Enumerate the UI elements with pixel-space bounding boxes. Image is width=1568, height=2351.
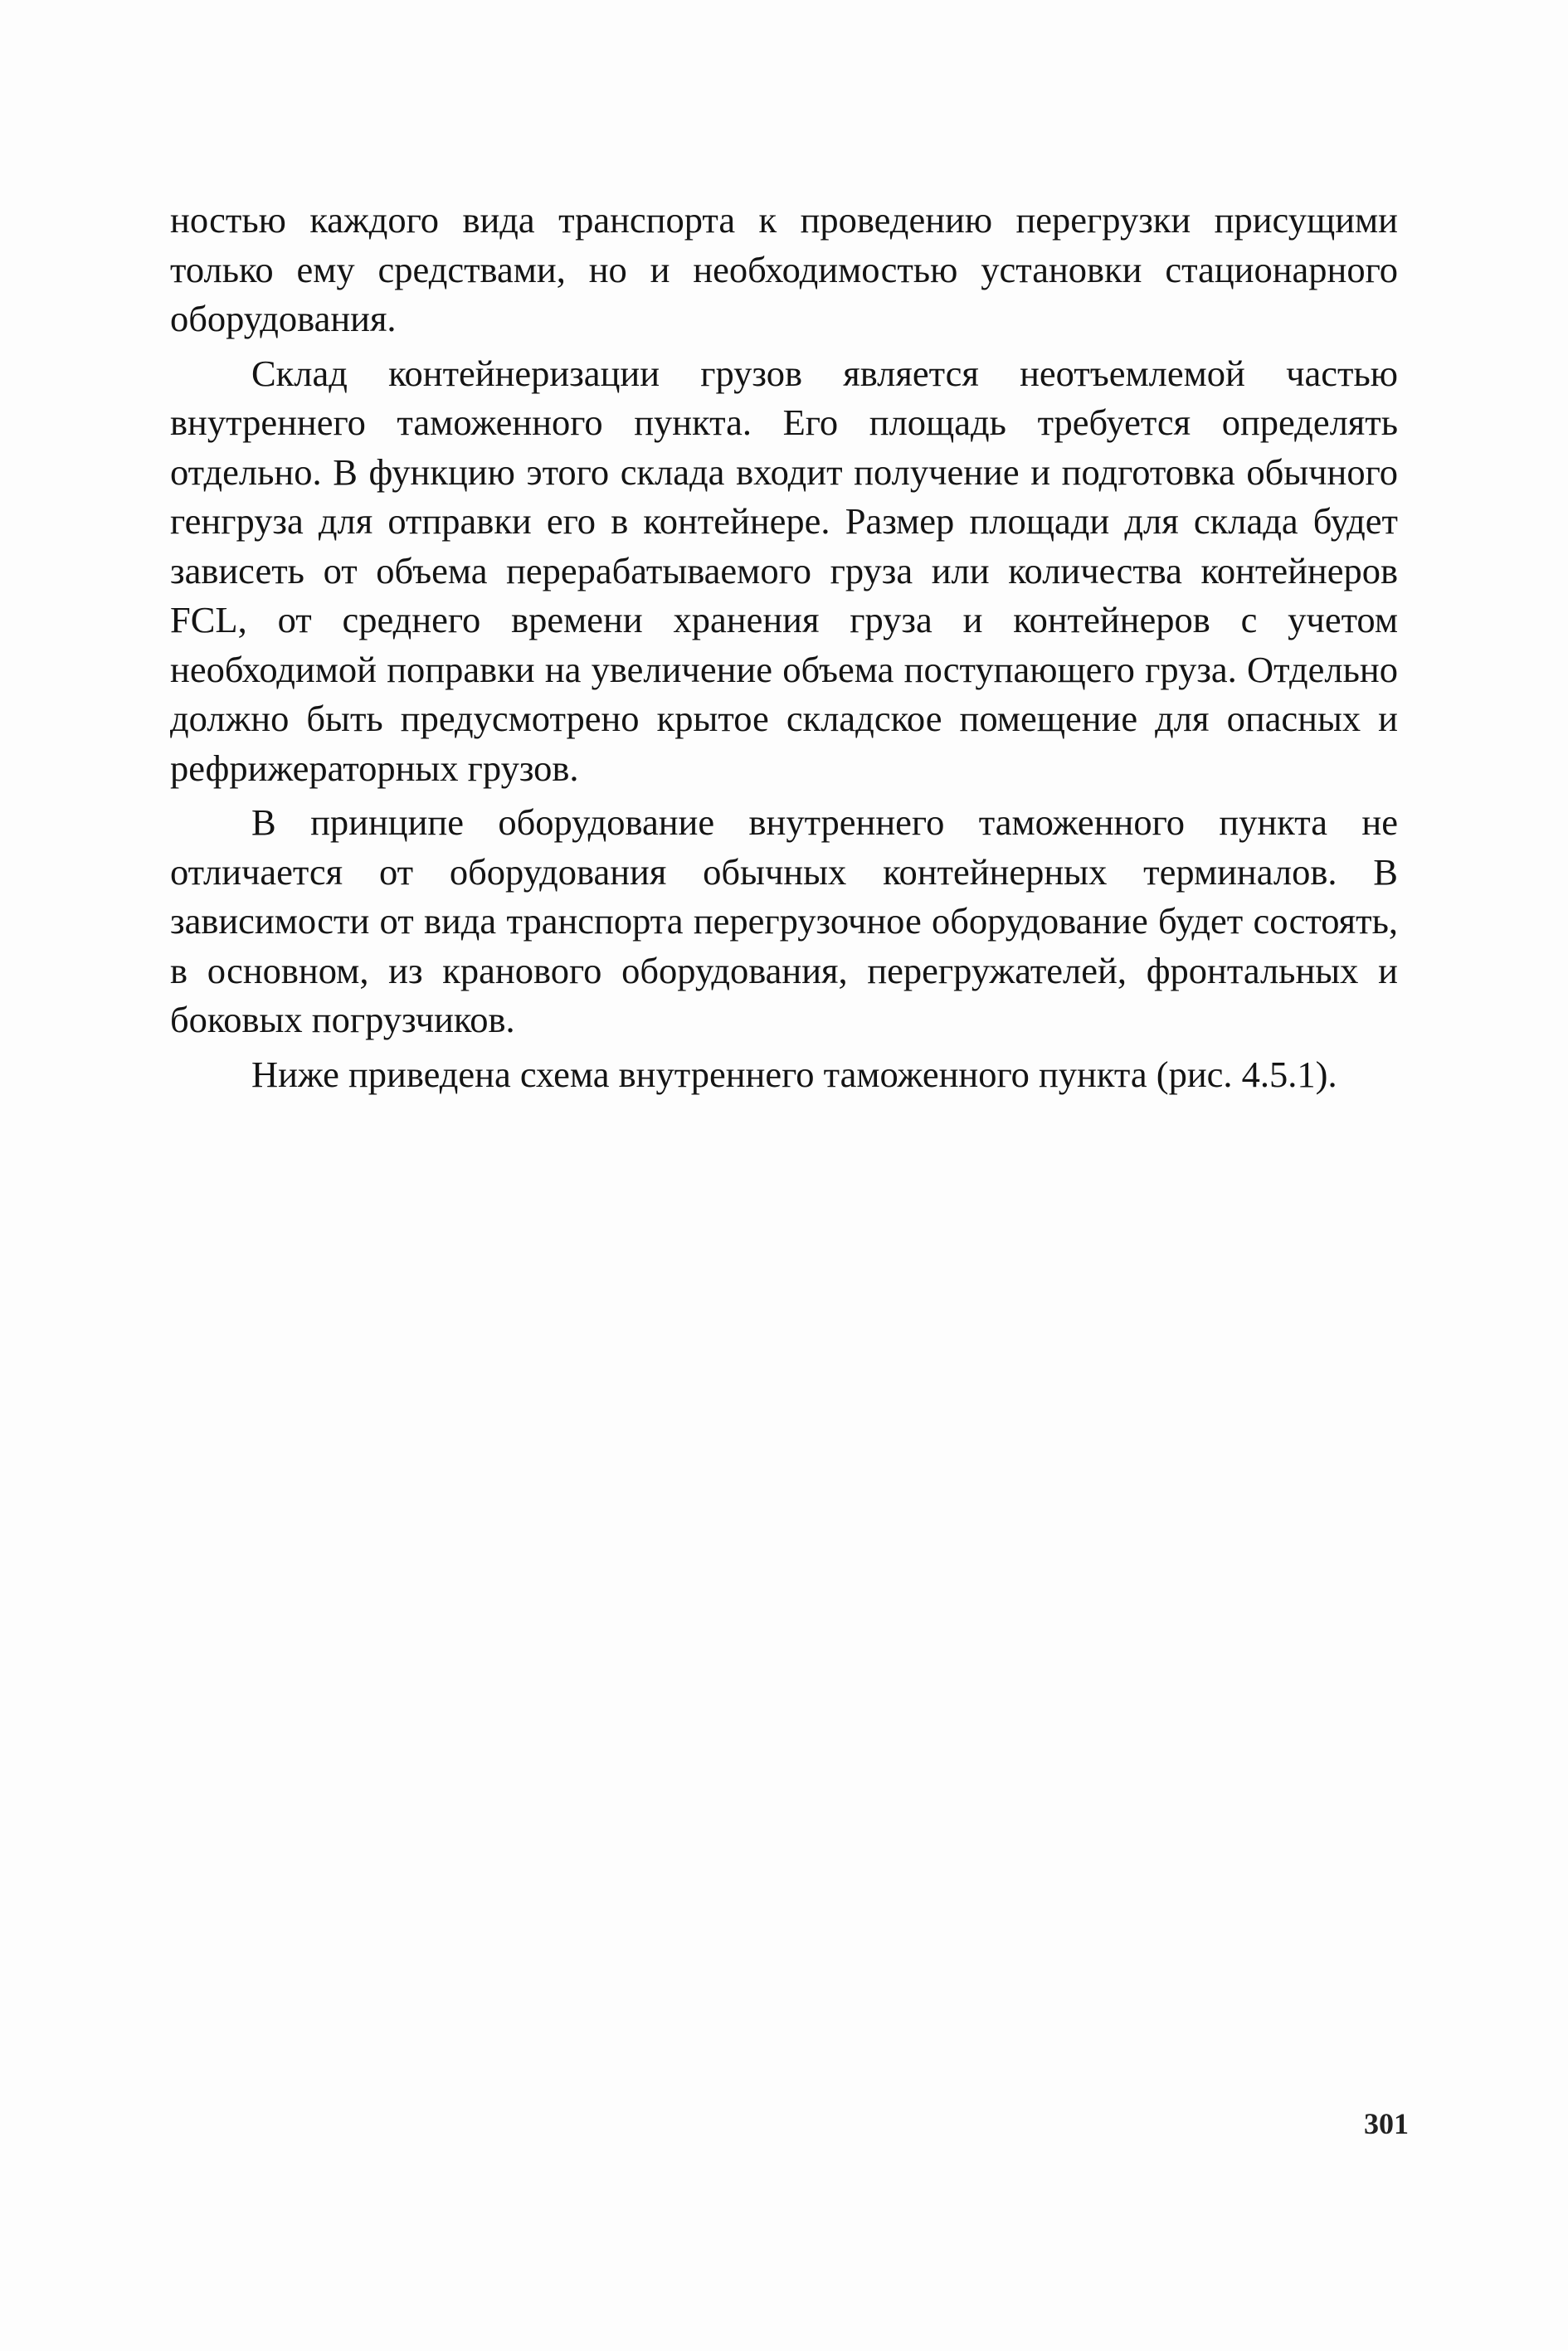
body-text <box>170 196 1398 1104</box>
paragraph-figure-reference: Ниже приведена схема внутреннего таможенного пункта (рис. 4.5.1). <box>251 1053 1337 1095</box>
paragraph-equipment: В принципе оборудование внутреннего таможенного пункта не отличается от оборудования обычных контейнерных терминалов. В зависимости от вида транспорта перегрузочное оборудование будет состоять, в основном, из кранового оборудования, перегружателей, фронтальных и боковых погрузчиков. <box>170 801 1398 1040</box>
paragraph-container-warehouse: Склад контейнеризации грузов является неотъемлемой частью внутреннего таможенного пункта. Его площадь требуется определять отдельно. В функцию этого склада входит получение и подготовка обычного генгруза для отправки его в контейнере. Размер площади для склада будет зависеть от объема перерабатываемого груза или количества контейнеров FCL, от среднего времени хранения груза и контейнеров с учетом необходимой поправки на увеличение объема поступающего груза. Отдельно должно быть предусмотрено крытое складское помещение для опасных и рефрижераторных грузов. <box>170 352 1398 789</box>
page-number: 301 <box>1364 2107 1409 2140</box>
paragraph-continuation: ностью каждого вида транспорта к проведению перегрузки присущими только ему средствами, но и необходимостью установки стационарного оборудования. <box>170 199 1398 339</box>
